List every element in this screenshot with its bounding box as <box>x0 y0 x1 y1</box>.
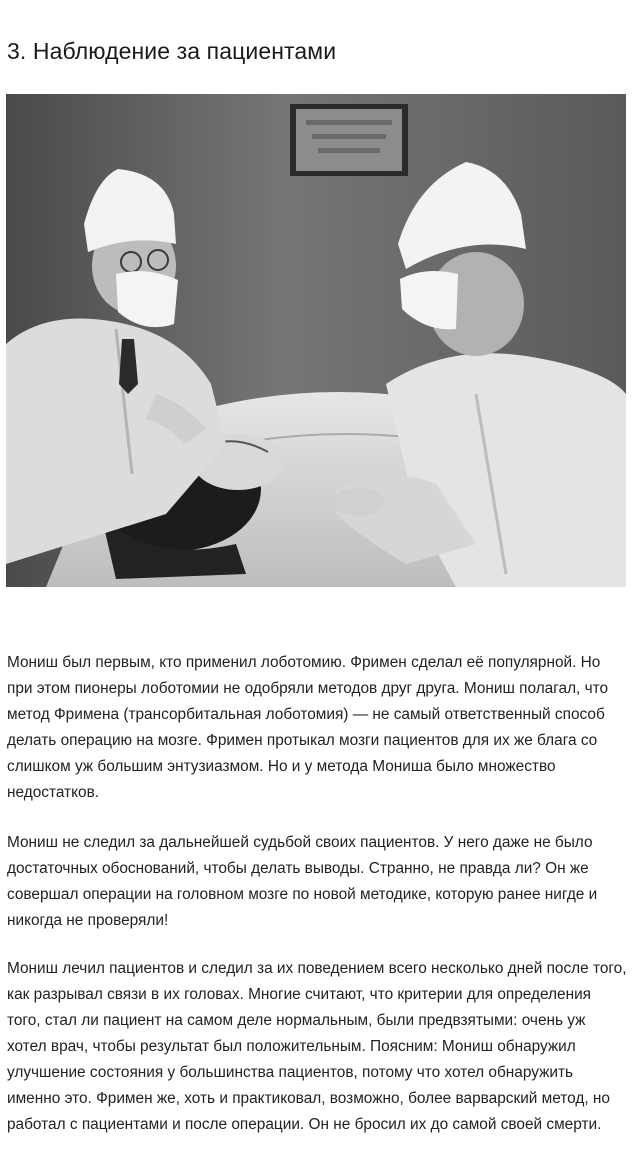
article-paragraph: Мониш лечил пациентов и следил за их поведением всего несколько дней после того, как разрывал связи в их головах. Многие считают, что критерии для определения того, стал ли пациент на самом деле нормальным, были предвзятыми: очень уж хотел врач, чтобы результат был положительным. Поясним: Мониш обнаружил улучшение состояния у большинства пациентов, потому что хотел обнаружить именно это. Фримен же, хоть и практиковал, возможно, более варварский метод, но работал с пациентами и после операции. Он не бросил их до самой своей смерти. <box>7 960 627 1133</box>
article-title: 3. Наблюдение за пациентами <box>7 38 337 64</box>
surgery-photo-illustration <box>6 94 626 587</box>
surgery-photo <box>6 94 626 587</box>
article-paragraph: Мониш был первым, кто применил лоботомию. Фримен сделал её популярной. Но при этом пионеры лоботомии не одобряли методов друг друга. Мониш полагал, что метод Фримена (трансорбитальная лоботомия) — не самый ответственный способ делать операцию на мозге. Фримен протыкал мозги пациентов для их же блага со слишком уж большим энтузиазмом. Но и у метода Мониша было множество недостатков. <box>7 654 609 801</box>
article-paragraph: Мониш не следил за дальнейшей судьбой своих пациентов. У него даже не было достаточных обоснований, чтобы делать выводы. Странно, не правда ли? Он же совершал операции на головном мозге по новой методике, которую ранее нигде и никогда не проверяли! <box>7 834 598 929</box>
